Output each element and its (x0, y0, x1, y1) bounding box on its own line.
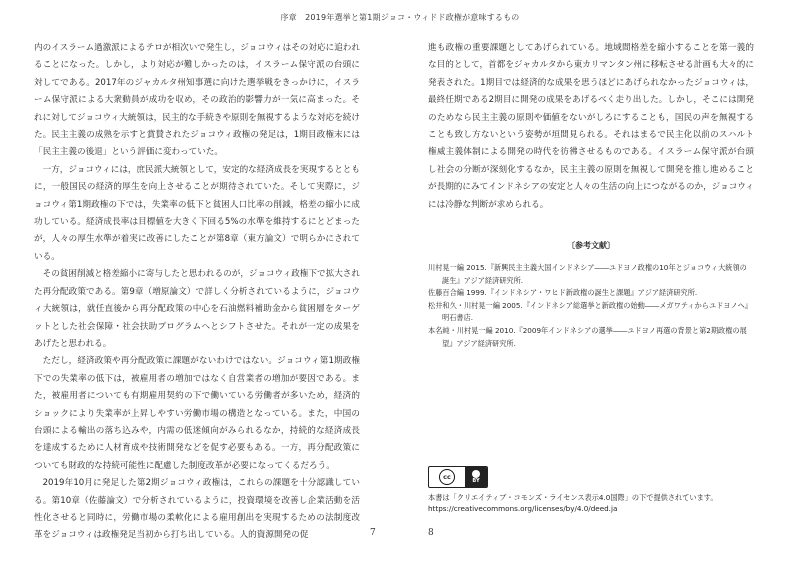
body-paragraph: 2019年10月に発足した第2期ジョコウィ政権は，これらの課題を十分認識している。第10章（佐藤論文）で分析されているように，投資環境を改善し企業活動を活性化させると同時に，労働市場の柔軟化による雇用創出を実現するための法制度改革をジョコウィは政権発足当初から打ち出している。人的資源開発の促 (34, 478, 360, 541)
body-paragraph: ただし，経済政策や再分配政策に課題がないわけではない。ジョコウィ第1期政権下での失業率の低下は，被雇用者の増加ではなく自営業者の増加が要因である。また，被雇用者についても有期雇用契約の下で働いている労働者が多いため，経済的ショックにより失業率が上昇しやすい労働市場の構造となっている。また，中国の台頭による輸出の落ち込みや，内需の低迷傾向がみられるなか，持続的な経済成長を達成するために人材育成や技術開発などを促す必要もある。一方，再分配政策についても財政的な持続可能性に配慮した制度改革が必要になってくるだろう。 (34, 356, 360, 471)
body-paragraph: 一方，ジョコウィには，庶民派大統領として，安定的な経済成長を実現するとともに，一般国民の経済的厚生を向上させることが期待されていた。そして実際に，ジョコウィ第1期政権の下では，失業率の低下と貧困人口比率の削減，格差の縮小に成功している。経済成長率は目標値を大きく下回る5%の水準を維持するにとどまったが，人々の厚生水準が着実に改善にしたことが第8章（東方論文）で明らかにされている。 (34, 164, 360, 262)
running-header: 序章 2019年選挙と第1期ジョコ・ウィドド政権が意味するもの (280, 13, 520, 22)
cc-logo-icon: cc (439, 469, 455, 485)
license-text: 本書は「クリエイティブ・コモンズ・ライセンス表示4.0国際」の下で提供されています。 (428, 493, 718, 502)
person-icon (472, 470, 480, 478)
by-label: BY (472, 478, 480, 484)
license-url[interactable]: https://creativecommons.org/licenses/by/4.0/deed.ja (428, 504, 618, 513)
attribution-icon (465, 467, 487, 487)
body-paragraph: 進も政権の重要課題としてあげられている。地域間格差を縮小することを第一義的な目的として，首都をジャカルタから東カリマンタン州に移転させる計画も大々的に発表された。1期目では経済的な成果を思うほどにあげられなかったジョコウィは，最終任期である2期目に開発の成果をあげるべく走り出した。しかし，そこには開発のためなら民主主義の原則や価値をないがしろにすることも，国民の声を無視することも致し方ないという姿勢が垣間見られる。それはまるで民主化以前のスハルト権威主義体制による開発の時代を彷彿させるものである。イスラーム保守派が台頭し社会の分断が深刻化するなか，民主主義の原則を無視して開発を推し進めることが長期的にみてインドネシアの安定と人々の生活の向上につながるのか，ジョコウィには冷静な判断が求められる。 (428, 43, 754, 210)
license-notice (428, 492, 758, 514)
body-paragraph: その貧困削減と格差縮小に寄与したと思われるのが，ジョコウィ政権下で拡大された再分配政策である。第9章（増原論文）で詳しく分析されているように，ジョコウィ大統領は，就任直後から再分配政策の中心を石油燃料補助金から貧困層をターゲットとした社会保障・社会扶助プログラムへとシフトさせた。それが一定の成果をあげたと思われる。 (34, 269, 360, 349)
reference-item: 松井和久・川村晃一編 2005.『インドネシア総選挙と新政権の始動――メガワティからユドヨノへ』明石書店. (428, 300, 752, 323)
page-number-left: 7 (370, 528, 376, 538)
body-paragraph: 内のイスラーム過激派によるテロが相次いで発生し，ジョコウィはその対応に追われることになった。しかし，より対応が難しかったのは，イスラーム保守派の台頭に対してである。2017年のジャカルタ州知事選に向けた選挙戦をきっかけに，イスラーム保守派による大衆動員が成功を収め，その政治的影響力が一気に高まった。それに対してジョコウィ大統領は，民主的な手続きや原則を無視するような対応を続けた。民主主義の成熟を示すと賞賛されたジョコウィ政権の発足は，1期目政権末には「民主主義の後退」という評価に変わっていた。 (34, 43, 360, 158)
reference-item: 佐藤百合編 1999.『インドネシア・ワヒド新政権の誕生と課題』アジア経済研究所. (428, 288, 698, 298)
reference-item: 川村晃一編 2015.『新興民主主義大国インドネシア――ユドヨノ政権の10年とジョコウィ大統領の誕生』アジア経済研究所. (428, 263, 747, 285)
left-page-body (34, 40, 360, 545)
references-heading: 〔参考文献〕 (567, 241, 615, 250)
right-page-body (428, 40, 754, 214)
cc-by-license-badge (428, 466, 488, 488)
references-list (428, 262, 754, 350)
page-number-right: 8 (428, 528, 434, 538)
reference-item: 本名純・川村晃一編 2010.『2009年インドネシアの選挙――ユドヨノ再選の背景と第2期政権の展望』アジア経済研究所. (428, 325, 747, 348)
